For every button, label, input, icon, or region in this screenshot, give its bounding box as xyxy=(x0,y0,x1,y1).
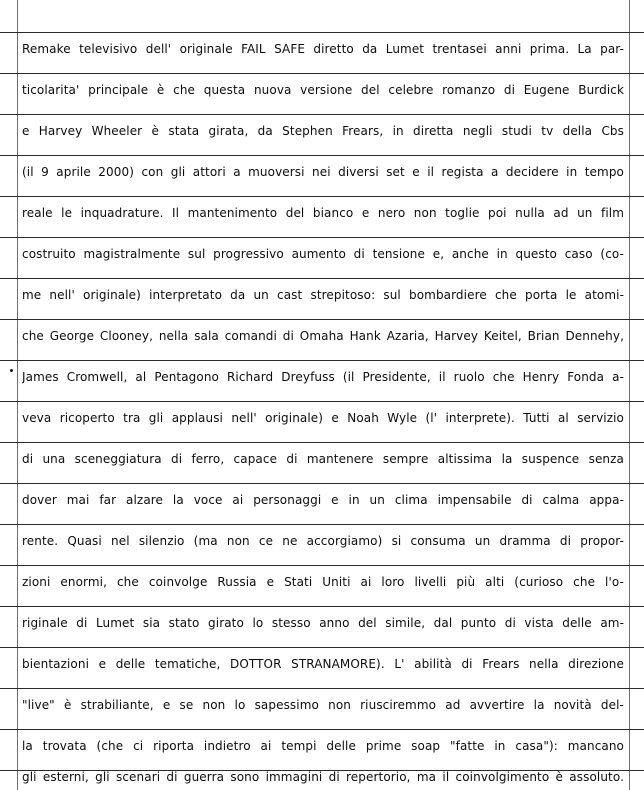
ruled-line xyxy=(0,688,644,689)
text-line-17: "live" è strabiliante, e se non lo sapessimo non riusciremmo ad avvertire la novità del- xyxy=(22,698,624,712)
ruled-line xyxy=(0,196,644,197)
text-line-18: la trovata (che ci riporta indietro ai tempi delle prime soap "fatte in casa"): mancano xyxy=(22,739,624,753)
text-line-4: (il 9 aprile 2000) con gli attori a muoversi nei diversi set e il regista a decidere in tempo xyxy=(22,165,624,179)
ruled-line xyxy=(0,729,644,730)
ruled-line xyxy=(0,237,644,238)
ruled-line xyxy=(0,606,644,607)
text-line-16: bientazioni e delle tematiche, DOTTOR STRANAMORE). L' abilità di Frears nella direzione xyxy=(22,657,624,671)
text-line-9: James Cromwell, al Pentagono Richard Dreyfuss (il Presidente, il ruolo che Henry Fonda a- xyxy=(22,370,624,384)
text-line-11: di una sceneggiatura di ferro, capace di mantenere sempre altissima la suspence senza xyxy=(22,452,624,466)
ruled-line xyxy=(0,73,644,74)
ruled-line xyxy=(0,565,644,566)
text-line-3: e Harvey Wheeler è stata girata, da Stephen Frears, in diretta negli studi tv della Cbs xyxy=(22,124,624,138)
text-line-5: reale le inquadrature. Il mantenimento del bianco e nero non toglie poi nulla ad un film xyxy=(22,206,624,220)
right-margin-line xyxy=(629,0,630,790)
ruled-line xyxy=(0,114,644,115)
text-line-10: veva ricoperto tra gli applausi nell' originale) e Noah Wyle (l' interprete). Tutti al servizio xyxy=(22,411,624,425)
text-line-6: costruito magistralmente sul progressivo aumento di tensione e, anche in questo caso (co- xyxy=(22,247,624,261)
text-line-1: Remake televisivo dell' originale FAIL SAFE diretto da Lumet trentasei anni prima. La par- xyxy=(22,42,624,56)
ruled-line xyxy=(0,319,644,320)
text-line-15: riginale di Lumet sia stato girato lo stesso anno del simile, dal punto di vista delle am- xyxy=(22,616,624,630)
text-line-7: me nell' originale) interpretato da un cast strepitoso: sul bombardiere che porta le atomi- xyxy=(22,288,624,302)
ruled-line xyxy=(0,442,644,443)
ink-dot xyxy=(10,369,13,372)
text-line-19: gli esterni, gli scenari di guerra sono immagini di repertorio, ma il coinvolgimento è assoluto. xyxy=(22,770,624,784)
ruled-line xyxy=(0,401,644,402)
ruled-line xyxy=(0,155,644,156)
text-line-2: ticolarita' principale è che questa nuova versione del celebre romanzo di Eugene Burdick xyxy=(22,83,624,97)
text-line-8: che George Clooney, nella sala comandi di Omaha Hank Azaria, Harvey Keitel, Brian Dennehy, xyxy=(22,329,624,343)
text-line-12: dover mai far alzare la voce ai personaggi e in un clima impensabile di calma appa- xyxy=(22,493,624,507)
ruled-line xyxy=(0,360,644,361)
text-line-13: rente. Quasi nel silenzio (ma non ce ne accorgiamo) si consuma un dramma di propor- xyxy=(22,534,624,548)
ruled-line xyxy=(0,647,644,648)
ruled-line xyxy=(0,278,644,279)
text-line-14: zioni enormi, che coinvolge Russia e Stati Uniti ai loro livelli più alti (curioso che l'o- xyxy=(22,575,624,589)
left-margin-line xyxy=(17,0,18,790)
ruled-line xyxy=(0,32,644,33)
ruled-line xyxy=(0,524,644,525)
ruled-line xyxy=(0,483,644,484)
